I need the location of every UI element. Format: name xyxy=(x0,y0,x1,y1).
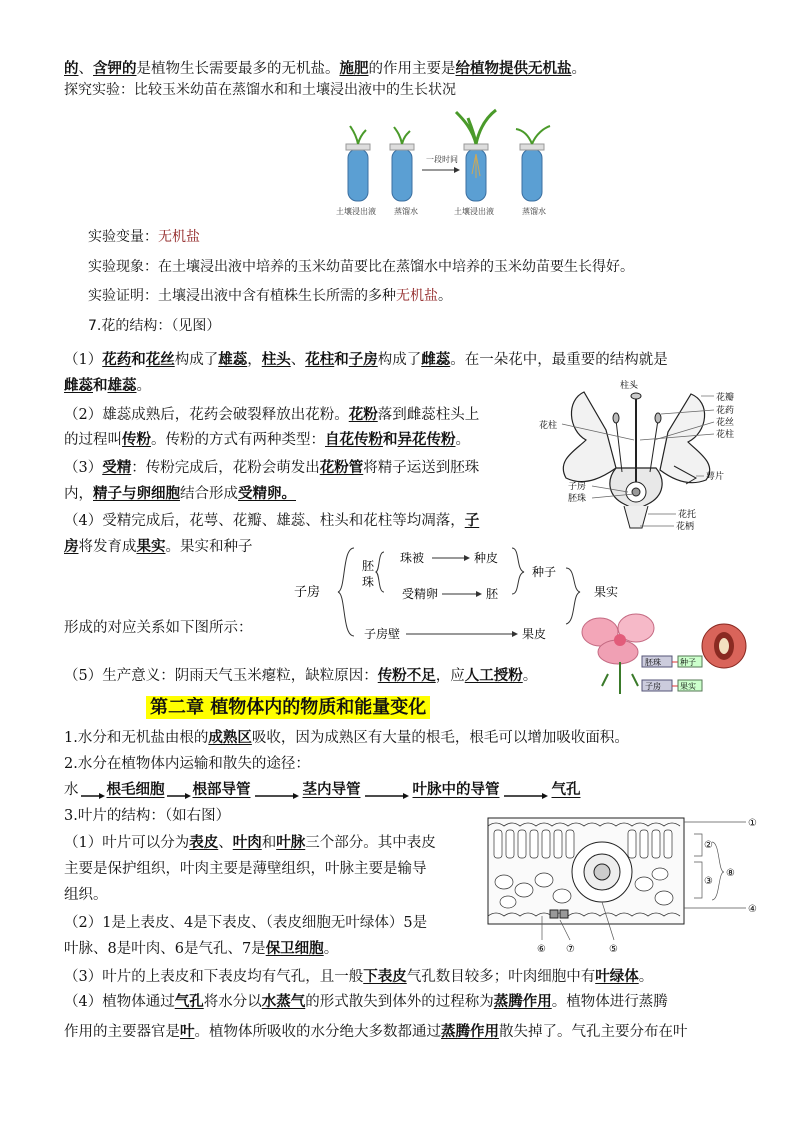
mini-label-ovary: 子房 xyxy=(645,682,661,691)
flower-paragraph-1-cont: 雌蕊和雄蕊。 xyxy=(64,377,151,394)
flower-label-ovary: 子房 xyxy=(568,482,587,492)
chapter-point-2: 2.水分在植物体内运输和散失的途径： xyxy=(64,756,310,772)
flower-label-receptacle: 花托 xyxy=(678,510,697,520)
flower-paragraph-3-cont: 内，精子与卵细胞结合形成受精卵。 xyxy=(64,485,296,502)
leaf-number-4: ④ xyxy=(748,904,757,915)
mini-label-ovule: 胚珠 xyxy=(645,658,661,667)
leaf-number-7: ⑦ xyxy=(566,944,575,955)
flower-paragraph-4-cont: 房将发育成果实。果实和种子 xyxy=(64,538,253,555)
flower-paragraph-1: （1）花药和花丝构成了雄蕊，柱头、花柱和子房构成了雌蕊。在一朵花中，最重要的结构就是 xyxy=(64,351,668,368)
tube-1 xyxy=(346,126,370,201)
chapter-point-1: 1.水分和无机盐由根的成熟区吸收，因为成熟区有大量的根毛，根毛可以增加吸收面积。 xyxy=(64,729,629,746)
flower-label-style: 花柱 xyxy=(539,421,558,431)
leaf-number-3: ③ xyxy=(704,876,713,887)
leaf-number-5: ⑤ xyxy=(609,944,618,955)
chapter-point-3: 3.叶片的结构：（如右图） xyxy=(64,808,231,824)
path-leaf-vessel: 叶脉中的导管 xyxy=(412,781,500,798)
flower-label-stigma: 柱头 xyxy=(620,381,639,391)
mini-label-fruit: 果实 xyxy=(680,682,696,691)
flower-label-anther: 花药 xyxy=(716,406,735,416)
leaf-number-6: ⑥ xyxy=(537,944,546,955)
path-water: 水 xyxy=(64,782,79,798)
path-stoma: 气孔 xyxy=(551,781,581,798)
diagram-pericarp: 果皮 xyxy=(522,627,547,641)
path-arrow-icon xyxy=(365,786,409,794)
leaf-paragraph-4-cont: 作用的主要器官是叶。植物体所吸收的水分绝大多数都通过蒸腾作用散失掉了。气孔主要分布在叶 xyxy=(64,1023,688,1040)
diagram-ovule-2: 珠 xyxy=(362,575,375,589)
leaf-paragraph-2: （2）1是上表皮、4是下表皮、（表皮细胞无叶绿体）5是 xyxy=(64,915,428,931)
flower-paragraph-2: （2）雄蕊成熟后，花药会破裂释放出花粉。花粉落到雌蕊柱头上 xyxy=(64,406,480,423)
leaf-paragraph-1-line2: 主要是保护组织，叶肉主要是薄壁组织，叶脉主要是输导 xyxy=(64,861,427,877)
path-arrow-icon xyxy=(255,786,299,794)
flower-paragraph-4-end: 形成的对应关系如下图所示： xyxy=(64,620,253,636)
leaf-cross-section-diagram xyxy=(484,812,768,958)
path-stem-vessel: 茎内导管 xyxy=(302,781,361,798)
flower-paragraph-2-cont: 的过程叫传粉。传粉的方式有两种类型：自花传粉和异花传粉。 xyxy=(64,431,470,448)
path-arrow-icon xyxy=(81,786,105,794)
path-root-hair: 根毛细胞 xyxy=(106,781,165,798)
leaf-paragraph-2-cont: 叶脉、8是叶肉、6是气孔、7是保卫细胞。 xyxy=(64,940,339,957)
path-root-vessel: 根部导管 xyxy=(192,781,251,798)
tube-4 xyxy=(516,126,550,201)
tube-label-2: 蒸馏水 xyxy=(394,207,418,216)
flower-paragraph-4: （4）受精完成后，花萼、花瓣、雄蕊、柱头和花柱等均凋落，子 xyxy=(64,512,480,529)
diagram-embryo: 胚 xyxy=(486,587,499,601)
tube-2 xyxy=(390,127,414,201)
diagram-ovary-wall: 子房壁 xyxy=(364,627,401,641)
leaf-paragraph-4: （4）植物体通过气孔将水分以水蒸气的形式散失到体外的过程称为蒸腾作用。植物体进行蒸腾 xyxy=(64,993,668,1010)
variable-line: 实验变量：无机盐 xyxy=(88,229,200,245)
diagram-ovule-1: 胚 xyxy=(362,559,375,573)
path-arrow-icon xyxy=(504,786,548,794)
flower-label-pedicel: 花柄 xyxy=(676,522,695,532)
diagram-fruit: 果实 xyxy=(594,585,619,599)
flower-label-style-right: 花柱 xyxy=(716,430,735,440)
diagram-fertilized-egg: 受精卵 xyxy=(402,587,439,601)
diagram-integument: 珠被 xyxy=(400,551,425,565)
peach-cross-section xyxy=(702,624,746,668)
leaf-paragraph-1: （1）叶片可以分为表皮、叶肉和叶脉三个部分。其中表皮 xyxy=(64,834,436,851)
chapter-heading: 第二章 植物体内的物质和能量变化 xyxy=(146,693,430,719)
phenomenon-line: 实验现象：在土壤浸出液中培养的玉米幼苗要比在蒸馏水中培养的玉米幼苗要生长得好。 xyxy=(88,259,634,275)
flower-paragraph-5: （5）生产意义：阴雨天气玉米瘪粒，缺粒原因：传粉不足，应人工授粉。 xyxy=(64,667,538,684)
test-tube-figure xyxy=(336,104,558,218)
leaf-paragraph-3: （3）叶片的上表皮和下表皮均有气孔，且一般下表皮气孔数目较多；叶肉细胞中有叶绿体。 xyxy=(64,968,654,985)
path-arrow-icon xyxy=(167,786,191,794)
proof-line: 实验证明：土壤浸出液中含有植株生长所需的多种无机盐。 xyxy=(88,288,452,304)
experiment-title: 探究实验：比较玉米幼苗在蒸馏水和和土壤浸出液中的生长状况 xyxy=(64,82,456,98)
tube-label-1: 土壤浸出液 xyxy=(336,207,376,216)
leaf-paragraph-1-line3: 组织。 xyxy=(64,887,108,903)
diagram-ovary: 子房 xyxy=(294,585,321,600)
water-transport-path xyxy=(64,780,581,800)
arrow-label: 一段时间 xyxy=(426,155,458,164)
leaf-number-1: ① xyxy=(748,818,757,829)
flower-label-petal: 花瓣 xyxy=(716,393,735,403)
mini-label-seed: 种子 xyxy=(680,658,696,667)
leaf-number-2: ② xyxy=(704,840,713,851)
flower-section-title: 7.花的结构：（见图） xyxy=(88,318,221,334)
diagram-seed: 种子 xyxy=(532,565,557,579)
flower-label-sepal: 萼片 xyxy=(706,472,725,482)
intro-line: 的、含钾的是植物生长需要最多的无机盐。施肥的作用主要是给植物提供无机盐。 xyxy=(64,60,586,77)
flower-structure-diagram xyxy=(536,380,742,532)
flower-paragraph-3: （3）受精：传粉完成后，花粉会萌发出花粉管将精子运送到胚珠 xyxy=(64,459,480,476)
flower-label-ovule: 胚珠 xyxy=(568,494,587,504)
flower-fruit-photo xyxy=(578,612,748,696)
tube-label-3: 土壤浸出液 xyxy=(454,207,494,216)
diagram-seed-coat: 种皮 xyxy=(474,551,499,565)
tube-label-4: 蒸馏水 xyxy=(522,207,546,216)
leaf-number-8: ⑧ xyxy=(726,868,735,879)
tube-3 xyxy=(456,110,496,201)
flower-label-filament: 花丝 xyxy=(716,418,735,428)
